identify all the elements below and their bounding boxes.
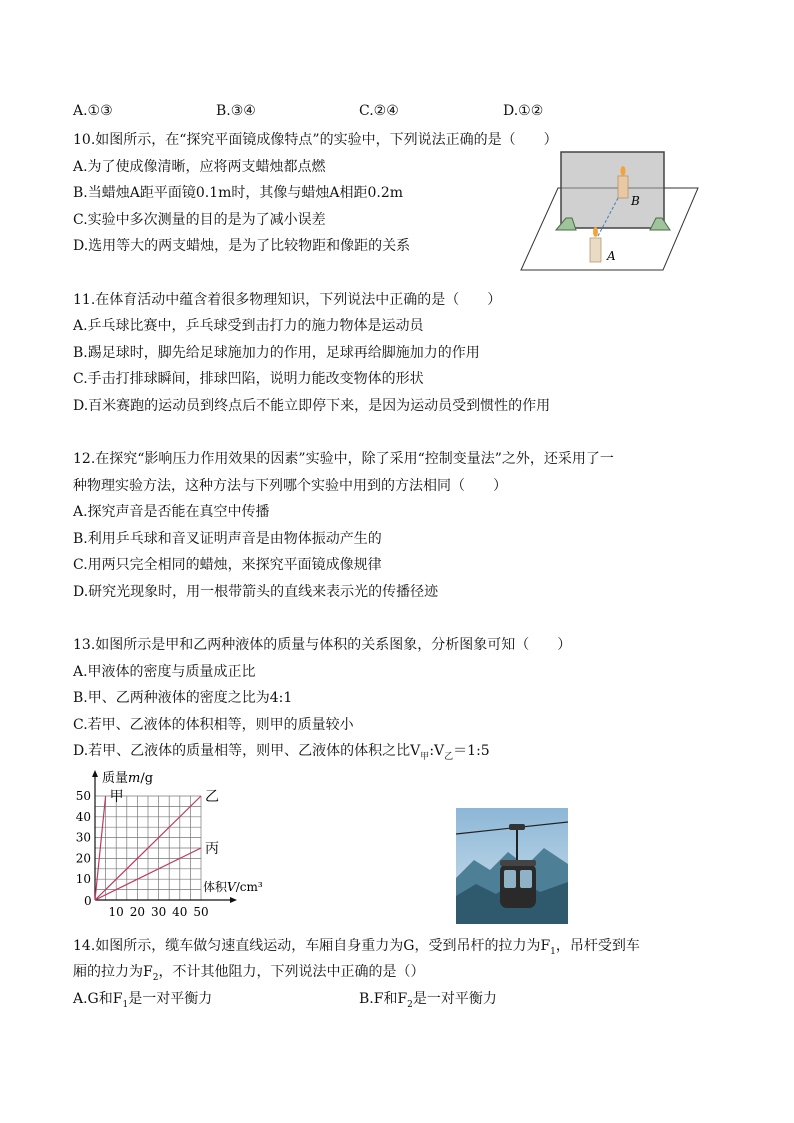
q13-d-sub2: 乙 bbox=[444, 751, 454, 762]
chart-series bbox=[95, 789, 219, 900]
q10-option-d: D.选用等大的两支蜡烛，是为了比较物距和像距的关系 bbox=[73, 238, 411, 254]
cabin-window-left bbox=[504, 870, 516, 888]
cabin-window-right bbox=[520, 870, 532, 888]
mirror-experiment-figure bbox=[518, 148, 700, 274]
q13-option-b: B.甲、乙两种液体的密度之比为4:1 bbox=[73, 690, 293, 706]
series-label: 乙 bbox=[205, 789, 219, 805]
label-a: A bbox=[607, 249, 616, 263]
q10-option-a: A.为了使成像清晰，应将两支蜡烛都点燃 bbox=[73, 159, 326, 175]
label-b: B bbox=[631, 194, 640, 208]
candle-a-flame bbox=[593, 227, 598, 237]
q13-d-sub1: 甲 bbox=[420, 751, 430, 762]
cable-car-photo bbox=[456, 808, 568, 924]
q14-line2-sub: 2 bbox=[152, 972, 159, 983]
candle-b-flame bbox=[621, 166, 626, 176]
q12-option-b: B.利用乒乓球和音叉证明声音是由物体振动产生的 bbox=[73, 531, 382, 547]
y-tick-label: 10 bbox=[75, 872, 91, 887]
q14-b-tail: 是一对平衡力 bbox=[412, 991, 497, 1007]
q14-a-sub: 1 bbox=[122, 999, 129, 1010]
q14-stem-line1 bbox=[73, 936, 640, 962]
x-tick-label: 50 bbox=[193, 905, 209, 919]
y-tick-label: 40 bbox=[75, 809, 91, 824]
q11-option-d: D.百米赛跑的运动员到终点后不能立即停下来，是因为运动员受到惯性的作用 bbox=[73, 398, 551, 414]
series-label: 甲 bbox=[109, 789, 124, 805]
q11-option-c: C.手击打排球瞬间，排球凹陷，说明力能改变物体的形状 bbox=[73, 371, 424, 387]
q9-option-b: B.③④ bbox=[216, 103, 256, 119]
q14-line1-b: ，吊杆受到车 bbox=[555, 938, 640, 954]
q14-b-text: B.F和F bbox=[359, 991, 408, 1007]
q13-d-prefix: D.若甲、乙液体的质量相等，则甲、乙液体的体积之比V bbox=[73, 743, 421, 759]
glass-plate bbox=[561, 152, 664, 228]
q12-option-a: A.探究声音是否能在真空中传播 bbox=[73, 504, 270, 520]
q13-d-mid: :V bbox=[429, 743, 445, 759]
origin-label: 0 bbox=[84, 894, 92, 908]
y-tick-label: 20 bbox=[75, 851, 91, 866]
q13-option-a: A.甲液体的密度与质量成正比 bbox=[73, 664, 256, 680]
q14-stem-line2 bbox=[73, 962, 424, 988]
q9-option-c: C.②④ bbox=[359, 103, 399, 119]
q11-option-b: B.踢足球时，脚先给足球施加力的作用，足球再给脚施加力的作用 bbox=[73, 345, 480, 361]
q13-option-d bbox=[73, 741, 490, 767]
q14-b-sub: 2 bbox=[407, 999, 413, 1010]
q10-option-b: B.当蜡烛A距平面镜0.1m时，其像与蜡烛A相距0.2m bbox=[73, 185, 404, 201]
x-axis-arrow bbox=[230, 897, 237, 903]
x-tick-label: 40 bbox=[172, 905, 188, 919]
q10-option-c: C.实验中多次测量的目的是为了减小误差 bbox=[73, 212, 326, 228]
y-tick-label: 50 bbox=[75, 789, 91, 803]
x-tick-label: 20 bbox=[129, 905, 146, 919]
x-tick-label: 10 bbox=[108, 905, 124, 919]
q13-option-c: C.若甲、乙液体的体积相等，则甲的质量较小 bbox=[73, 717, 354, 733]
q14-line2-b: ，不计其他阻力，下列说法中正确的是（） bbox=[158, 964, 425, 980]
q14-line1-a: 14.如图所示，缆车做匀速直线运动，车厢自身重力为G，受到吊杆的拉力为F bbox=[73, 938, 551, 954]
q11-option-a: A.乒乓球比赛中，乒乓球受到击打力的施力物体是运动员 bbox=[73, 318, 424, 334]
y-axis-arrow bbox=[92, 770, 98, 777]
q14-option-a bbox=[73, 989, 212, 1015]
q14-line2-a: 厢的拉力为F bbox=[73, 964, 153, 980]
q12-stem-line2: 种物理实验方法，这种方法与下列哪个实验中用到的方法相同（ ） bbox=[73, 478, 507, 494]
q13-stem: 13.如图所示是甲和乙两种液体的质量与体积的关系图象，分析图象可知（ ） bbox=[73, 637, 572, 653]
grip bbox=[509, 824, 525, 830]
q14-line1-sub: 1 bbox=[550, 946, 556, 957]
q14-a-tail: 是一对平衡力 bbox=[128, 991, 213, 1007]
series-label: 丙 bbox=[205, 841, 219, 857]
q10-stem: 10.如图所示，在“探究平面镜成像特点”的实验中，下列说法正确的是（ ） bbox=[73, 132, 558, 148]
q12-option-d: D.研究光现象时，用一根带箭头的直线来表示光的传播径迹 bbox=[73, 584, 439, 600]
x-axis-label: 体积V/cm³ bbox=[203, 880, 263, 894]
q9-option-a: A.①③ bbox=[73, 103, 113, 119]
q12-option-c: C.用两只完全相同的蜡烛，来探究平面镜成像规律 bbox=[73, 557, 382, 573]
y-axis-label: 质量m/g bbox=[102, 771, 154, 786]
cabin-roof bbox=[500, 860, 536, 866]
q9-option-d: D.①② bbox=[503, 103, 544, 119]
q13-d-suffix: ＝1:5 bbox=[453, 743, 490, 759]
q11-stem: 11.在体育活动中蕴含着很多物理知识，下列说法中正确的是（ ） bbox=[73, 292, 502, 308]
y-tick-label: 30 bbox=[75, 830, 91, 845]
candle-a bbox=[590, 238, 601, 262]
q12-stem-line1: 12.在探究“影响压力作用效果的因素”实验中，除了采用“控制变量法”之外，还采用了一 bbox=[73, 451, 614, 467]
q14-option-b bbox=[359, 989, 497, 1015]
x-tick-label: 30 bbox=[150, 905, 167, 919]
mass-volume-chart bbox=[66, 768, 286, 920]
q14-a-text: A.G和F bbox=[73, 991, 123, 1007]
candle-b bbox=[618, 176, 628, 198]
